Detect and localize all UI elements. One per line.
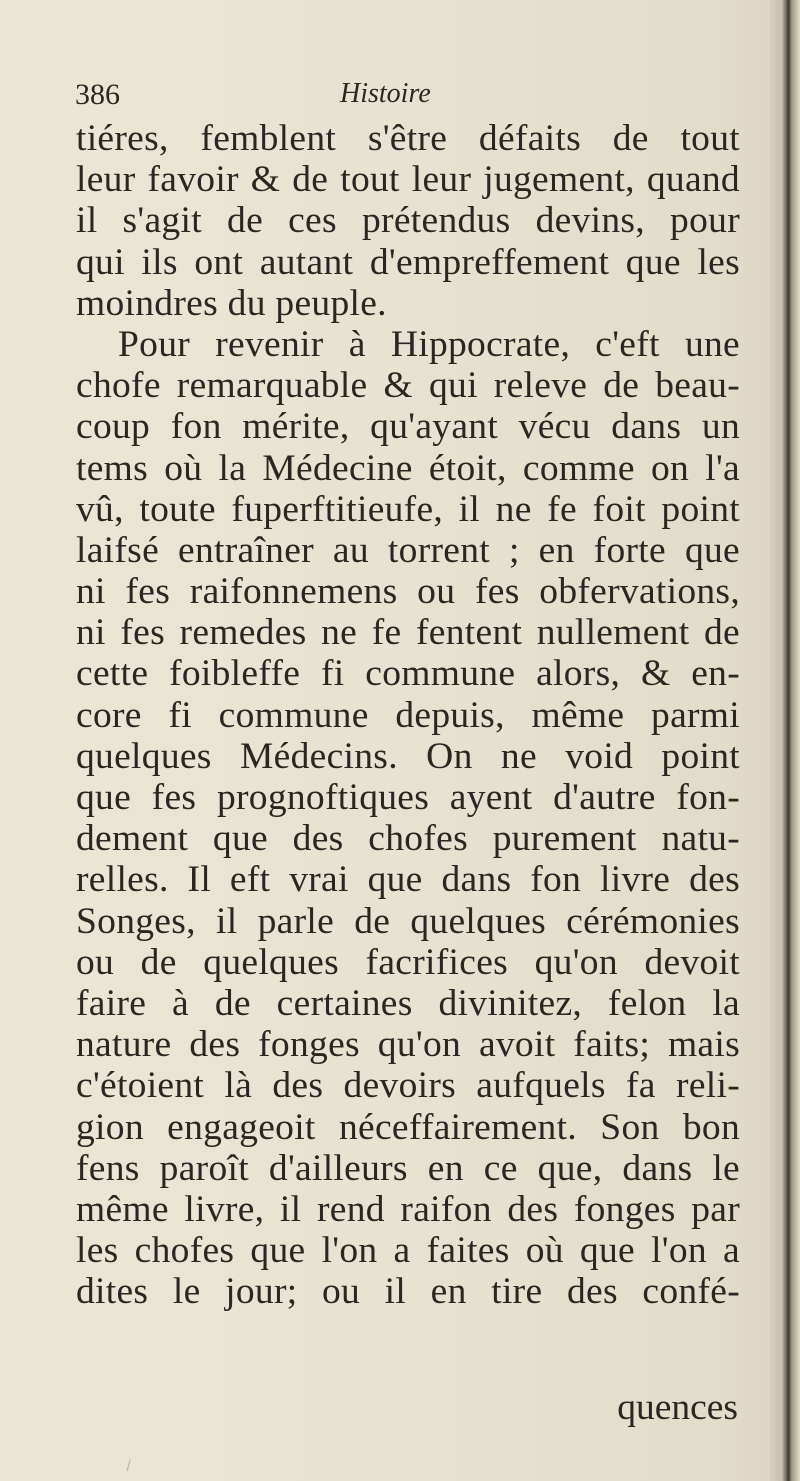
text-line: les chofes que l'on a faites où que l'on a [76,1230,740,1272]
text-line: Pour revenir à Hippocrate, c'eft une [118,323,740,365]
text-line: quelques Médecins. On ne void point [76,735,740,777]
text-line: même livre, il rend raifon des fonges par [76,1188,740,1230]
text-line: tems où la Médecine étoit, comme on l'a [76,447,740,489]
text-line: coup fon mérite, qu'ayant vécu dans un [76,406,740,448]
text-line: vû, toute fuperftitieufe, il ne fe foit point [76,488,740,530]
text-line: gion engageoit néceffairement. Son bon [76,1106,740,1148]
text-line: nature des fonges qu'on avoit faits; mais [76,1024,740,1066]
text-line: moindres du peuple. [76,282,387,324]
body-text [76,118,740,1312]
text-line: core fi commune depuis, même parmi [76,694,740,736]
text-line: dement que des chofes purement natu- [76,818,740,860]
text-line: relles. Il eft vrai que dans fon livre des [76,859,740,901]
book-gutter [770,0,800,1481]
text-line: leur favoir & de tout leur jugement, quand [76,159,740,201]
text-line: que fes prognoftiques ayent d'autre fon- [76,777,740,818]
page-header [75,78,735,118]
page-number: 386 [75,78,120,111]
text-line: c'étoient là des devoirs aufquels fa reli- [76,1065,740,1107]
text-line: tiéres, femblent s'être défaits de tout [76,118,740,159]
text-line: ni fes raifonnemens ou fes obfervations, [76,571,740,613]
text-line: Songes, il parle de quelques cérémonies [76,900,740,942]
text-line: dites le jour; ou il en tire des confé- [76,1271,740,1313]
ink-mark [127,1459,137,1472]
text-line: cette foibleffe fi commune alors, & en- [76,653,740,695]
catchword: quences [617,1387,738,1428]
text-line: ou de quelques facrifices qu'on devoit [76,941,740,983]
text-line: fens paroît d'ailleurs en ce que, dans le [76,1147,740,1189]
text-line: ni fes remedes ne fe fentent nullement de [76,612,740,654]
text-line: il s'agit de ces prétendus devins, pour [76,200,740,242]
running-title: Histoire [340,78,431,109]
text-line: laifsé entraîner au torrent ; en forte que [76,529,740,571]
text-line: chofe remarquable & qui releve de beau- [76,365,740,407]
text-line: qui ils ont autant d'empreffement que les [76,241,740,283]
text-line: faire à de certaines divinitez, felon la [76,982,740,1024]
